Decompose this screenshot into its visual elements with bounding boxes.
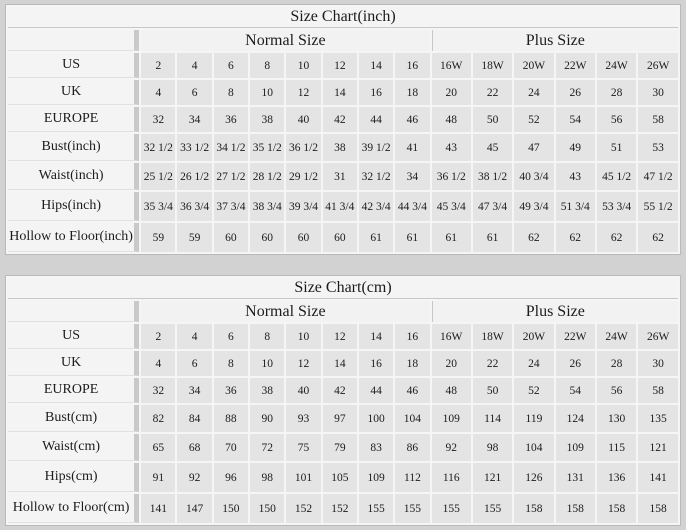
- size-value-cell: 48: [432, 107, 471, 132]
- size-value-cell: 84: [177, 405, 211, 432]
- size-value-cell: 44: [359, 107, 393, 132]
- size-chart-cm-table: [6, 276, 680, 525]
- size-value-cell: 20W: [514, 53, 553, 78]
- size-value-cell: 158: [514, 494, 553, 523]
- size-value-cell: 16: [395, 324, 429, 349]
- size-value-cell: 130: [597, 405, 636, 432]
- size-chart-cm-panel: [5, 275, 681, 526]
- size-value-cell: 14: [359, 53, 393, 78]
- size-value-cell: 24W: [597, 53, 636, 78]
- size-value-cell: 112: [395, 463, 429, 492]
- size-value-cell: 54: [556, 107, 595, 132]
- size-value-cell: 46: [395, 107, 429, 132]
- size-value-cell: 96: [214, 463, 248, 492]
- size-value-cell: 26W: [638, 324, 678, 349]
- size-value-cell: 88: [214, 405, 248, 432]
- size-value-cell: 41 3/4: [323, 192, 357, 221]
- size-value-cell: 147: [177, 494, 211, 523]
- size-value-cell: 62: [556, 223, 595, 252]
- size-value-cell: 52: [514, 378, 553, 403]
- size-value-cell: 119: [514, 405, 553, 432]
- size-value-cell: 100: [359, 405, 393, 432]
- size-value-cell: 26: [556, 80, 595, 105]
- size-value-cell: 47 1/2: [638, 163, 678, 190]
- group-header-normal-size: Normal Size: [141, 301, 429, 322]
- row-label: US: [8, 53, 139, 78]
- table-row: [8, 324, 678, 349]
- size-value-cell: 26W: [638, 53, 678, 78]
- size-value-cell: 36: [214, 107, 248, 132]
- size-value-cell: 24W: [597, 324, 636, 349]
- size-value-cell: 30: [638, 351, 678, 376]
- corner-cell: [8, 301, 139, 322]
- size-value-cell: 24: [514, 80, 553, 105]
- row-label: Hollow to Floor(cm): [8, 494, 139, 523]
- size-value-cell: 56: [597, 378, 636, 403]
- size-value-cell: 42 3/4: [359, 192, 393, 221]
- size-value-cell: 35 1/2: [250, 134, 284, 161]
- size-value-cell: 82: [141, 405, 175, 432]
- size-value-cell: 50: [473, 378, 512, 403]
- table-row: [8, 494, 678, 523]
- size-value-cell: 46: [395, 378, 429, 403]
- size-value-cell: 121: [473, 463, 512, 492]
- size-value-cell: 10: [250, 80, 284, 105]
- size-value-cell: 116: [432, 463, 471, 492]
- size-value-cell: 115: [597, 434, 636, 461]
- table-row: [8, 107, 678, 132]
- size-value-cell: 38: [323, 134, 357, 161]
- size-value-cell: 10: [250, 351, 284, 376]
- size-value-cell: 40: [286, 378, 320, 403]
- table-row: [8, 223, 678, 252]
- size-value-cell: 38 1/2: [473, 163, 512, 190]
- table-row: [8, 192, 678, 221]
- size-value-cell: 28: [597, 80, 636, 105]
- size-value-cell: 51: [597, 134, 636, 161]
- size-value-cell: 4: [141, 80, 175, 105]
- size-value-cell: 141: [141, 494, 175, 523]
- size-value-cell: 2: [141, 53, 175, 78]
- size-value-cell: 36: [214, 378, 248, 403]
- size-value-cell: 18: [395, 80, 429, 105]
- size-value-cell: 126: [514, 463, 553, 492]
- size-value-cell: 58: [638, 107, 678, 132]
- size-value-cell: 44: [359, 378, 393, 403]
- size-value-cell: 24: [514, 351, 553, 376]
- size-value-cell: 79: [323, 434, 357, 461]
- table-row: [8, 53, 678, 78]
- size-value-cell: 83: [359, 434, 393, 461]
- size-value-cell: 32 1/2: [141, 134, 175, 161]
- row-label: Bust(inch): [8, 134, 139, 161]
- size-value-cell: 32: [141, 107, 175, 132]
- size-value-cell: 155: [359, 494, 393, 523]
- row-label: Hips(inch): [8, 192, 139, 221]
- size-value-cell: 136: [597, 463, 636, 492]
- size-value-cell: 31: [323, 163, 357, 190]
- size-value-cell: 93: [286, 405, 320, 432]
- size-value-cell: 121: [638, 434, 678, 461]
- size-value-cell: 152: [286, 494, 320, 523]
- size-value-cell: 101: [286, 463, 320, 492]
- size-value-cell: 53 3/4: [597, 192, 636, 221]
- size-value-cell: 47: [514, 134, 553, 161]
- size-value-cell: 61: [432, 223, 471, 252]
- size-value-cell: 39 3/4: [286, 192, 320, 221]
- size-value-cell: 61: [473, 223, 512, 252]
- size-value-cell: 36 1/2: [286, 134, 320, 161]
- size-value-cell: 12: [286, 351, 320, 376]
- size-value-cell: 12: [286, 80, 320, 105]
- size-value-cell: 92: [177, 463, 211, 492]
- table-row: [8, 378, 678, 403]
- size-chart-inch-table: [6, 5, 680, 254]
- size-value-cell: 43: [432, 134, 471, 161]
- size-value-cell: 109: [556, 434, 595, 461]
- size-value-cell: 6: [214, 53, 248, 78]
- size-value-cell: 155: [473, 494, 512, 523]
- size-value-cell: 22: [473, 80, 512, 105]
- size-value-cell: 61: [395, 223, 429, 252]
- size-value-cell: 25 1/2: [141, 163, 175, 190]
- size-value-cell: 35 3/4: [141, 192, 175, 221]
- size-value-cell: 16W: [432, 53, 471, 78]
- size-value-cell: 98: [250, 463, 284, 492]
- row-label: Hollow to Floor(inch): [8, 223, 139, 252]
- size-value-cell: 18W: [473, 324, 512, 349]
- size-value-cell: 72: [250, 434, 284, 461]
- size-value-cell: 10: [286, 53, 320, 78]
- size-value-cell: 60: [250, 223, 284, 252]
- size-value-cell: 8: [214, 80, 248, 105]
- size-value-cell: 104: [395, 405, 429, 432]
- size-value-cell: 70: [214, 434, 248, 461]
- size-value-cell: 6: [177, 351, 211, 376]
- size-value-cell: 38 3/4: [250, 192, 284, 221]
- table-row: [8, 463, 678, 492]
- size-value-cell: 49: [556, 134, 595, 161]
- size-value-cell: 4: [141, 351, 175, 376]
- size-value-cell: 22W: [556, 53, 595, 78]
- size-value-cell: 26 1/2: [177, 163, 211, 190]
- size-value-cell: 37 3/4: [214, 192, 248, 221]
- row-label: UK: [8, 80, 139, 105]
- table-row: [8, 405, 678, 432]
- chart-title: Size Chart(cm): [8, 278, 678, 299]
- column-group-row: [8, 30, 678, 51]
- size-value-cell: 62: [638, 223, 678, 252]
- size-value-cell: 6: [177, 80, 211, 105]
- size-value-cell: 43: [556, 163, 595, 190]
- size-value-cell: 8: [214, 351, 248, 376]
- size-value-cell: 152: [323, 494, 357, 523]
- size-value-cell: 40 3/4: [514, 163, 553, 190]
- chart-gap: [5, 255, 681, 275]
- size-value-cell: 14: [323, 351, 357, 376]
- size-value-cell: 45: [473, 134, 512, 161]
- row-label: Hips(cm): [8, 463, 139, 492]
- size-value-cell: 30: [638, 80, 678, 105]
- size-value-cell: 40: [286, 107, 320, 132]
- size-value-cell: 104: [514, 434, 553, 461]
- row-label: UK: [8, 351, 139, 376]
- size-value-cell: 90: [250, 405, 284, 432]
- table-row: [8, 351, 678, 376]
- size-value-cell: 155: [432, 494, 471, 523]
- row-label: US: [8, 324, 139, 349]
- size-value-cell: 44 3/4: [395, 192, 429, 221]
- size-value-cell: 124: [556, 405, 595, 432]
- size-value-cell: 12: [323, 324, 357, 349]
- size-value-cell: 16: [359, 80, 393, 105]
- size-value-cell: 50: [473, 107, 512, 132]
- size-value-cell: 38: [250, 378, 284, 403]
- table-row: [8, 163, 678, 190]
- size-value-cell: 14: [323, 80, 357, 105]
- size-value-cell: 22: [473, 351, 512, 376]
- size-value-cell: 158: [597, 494, 636, 523]
- size-value-cell: 52: [514, 107, 553, 132]
- size-value-cell: 33 1/2: [177, 134, 211, 161]
- size-value-cell: 92: [432, 434, 471, 461]
- size-value-cell: 109: [359, 463, 393, 492]
- size-value-cell: 12: [323, 53, 357, 78]
- table-row: [8, 80, 678, 105]
- size-value-cell: 155: [395, 494, 429, 523]
- size-value-cell: 36 1/2: [432, 163, 471, 190]
- size-value-cell: 42: [323, 107, 357, 132]
- size-value-cell: 36 3/4: [177, 192, 211, 221]
- size-value-cell: 45 1/2: [597, 163, 636, 190]
- size-value-cell: 158: [556, 494, 595, 523]
- size-value-cell: 97: [323, 405, 357, 432]
- size-value-cell: 34: [395, 163, 429, 190]
- corner-cell: [8, 30, 139, 51]
- size-value-cell: 114: [473, 405, 512, 432]
- table-row: [8, 134, 678, 161]
- size-value-cell: 39 1/2: [359, 134, 393, 161]
- size-value-cell: 141: [638, 463, 678, 492]
- size-value-cell: 86: [395, 434, 429, 461]
- size-value-cell: 8: [250, 324, 284, 349]
- size-value-cell: 18: [395, 351, 429, 376]
- size-value-cell: 60: [286, 223, 320, 252]
- row-label: EUROPE: [8, 107, 139, 132]
- size-value-cell: 32 1/2: [359, 163, 393, 190]
- size-value-cell: 49 3/4: [514, 192, 553, 221]
- size-value-cell: 105: [323, 463, 357, 492]
- size-value-cell: 58: [638, 378, 678, 403]
- size-value-cell: 16: [359, 351, 393, 376]
- size-value-cell: 34: [177, 107, 211, 132]
- size-value-cell: 60: [323, 223, 357, 252]
- size-value-cell: 28 1/2: [250, 163, 284, 190]
- size-value-cell: 16W: [432, 324, 471, 349]
- size-value-cell: 20: [432, 80, 471, 105]
- size-value-cell: 38: [250, 107, 284, 132]
- size-value-cell: 4: [177, 324, 211, 349]
- size-value-cell: 135: [638, 405, 678, 432]
- size-value-cell: 91: [141, 463, 175, 492]
- row-label: Waist(inch): [8, 163, 139, 190]
- size-value-cell: 48: [432, 378, 471, 403]
- size-value-cell: 150: [250, 494, 284, 523]
- size-value-cell: 41: [395, 134, 429, 161]
- size-value-cell: 54: [556, 378, 595, 403]
- group-header-normal-size: Normal Size: [141, 30, 429, 51]
- row-label: Waist(cm): [8, 434, 139, 461]
- size-value-cell: 150: [214, 494, 248, 523]
- size-value-cell: 4: [177, 53, 211, 78]
- size-value-cell: 45 3/4: [432, 192, 471, 221]
- size-chart-inch-panel: [5, 4, 681, 255]
- size-value-cell: 98: [473, 434, 512, 461]
- size-value-cell: 109: [432, 405, 471, 432]
- row-label: Bust(cm): [8, 405, 139, 432]
- chart-title: Size Chart(inch): [8, 7, 678, 28]
- size-value-cell: 42: [323, 378, 357, 403]
- chart-title-row: [8, 278, 678, 299]
- size-value-cell: 10: [286, 324, 320, 349]
- size-value-cell: 16: [395, 53, 429, 78]
- size-value-cell: 18W: [473, 53, 512, 78]
- table-row: [8, 434, 678, 461]
- size-value-cell: 26: [556, 351, 595, 376]
- size-value-cell: 51 3/4: [556, 192, 595, 221]
- size-value-cell: 2: [141, 324, 175, 349]
- row-label: EUROPE: [8, 378, 139, 403]
- size-value-cell: 20W: [514, 324, 553, 349]
- size-value-cell: 47 3/4: [473, 192, 512, 221]
- size-value-cell: 62: [514, 223, 553, 252]
- size-value-cell: 56: [597, 107, 636, 132]
- size-value-cell: 75: [286, 434, 320, 461]
- size-value-cell: 61: [359, 223, 393, 252]
- size-value-cell: 131: [556, 463, 595, 492]
- size-value-cell: 20: [432, 351, 471, 376]
- size-value-cell: 29 1/2: [286, 163, 320, 190]
- group-header-plus-size: Plus Size: [432, 301, 678, 322]
- size-value-cell: 65: [141, 434, 175, 461]
- size-value-cell: 62: [597, 223, 636, 252]
- size-value-cell: 32: [141, 378, 175, 403]
- size-value-cell: 22W: [556, 324, 595, 349]
- size-value-cell: 59: [141, 223, 175, 252]
- size-value-cell: 34 1/2: [214, 134, 248, 161]
- size-value-cell: 158: [638, 494, 678, 523]
- group-header-plus-size: Plus Size: [432, 30, 678, 51]
- size-value-cell: 14: [359, 324, 393, 349]
- size-value-cell: 55 1/2: [638, 192, 678, 221]
- size-value-cell: 68: [177, 434, 211, 461]
- size-value-cell: 60: [214, 223, 248, 252]
- size-value-cell: 28: [597, 351, 636, 376]
- size-value-cell: 59: [177, 223, 211, 252]
- column-group-row: [8, 301, 678, 322]
- size-value-cell: 34: [177, 378, 211, 403]
- size-value-cell: 27 1/2: [214, 163, 248, 190]
- size-value-cell: 8: [250, 53, 284, 78]
- chart-title-row: [8, 7, 678, 28]
- size-value-cell: 53: [638, 134, 678, 161]
- size-value-cell: 6: [214, 324, 248, 349]
